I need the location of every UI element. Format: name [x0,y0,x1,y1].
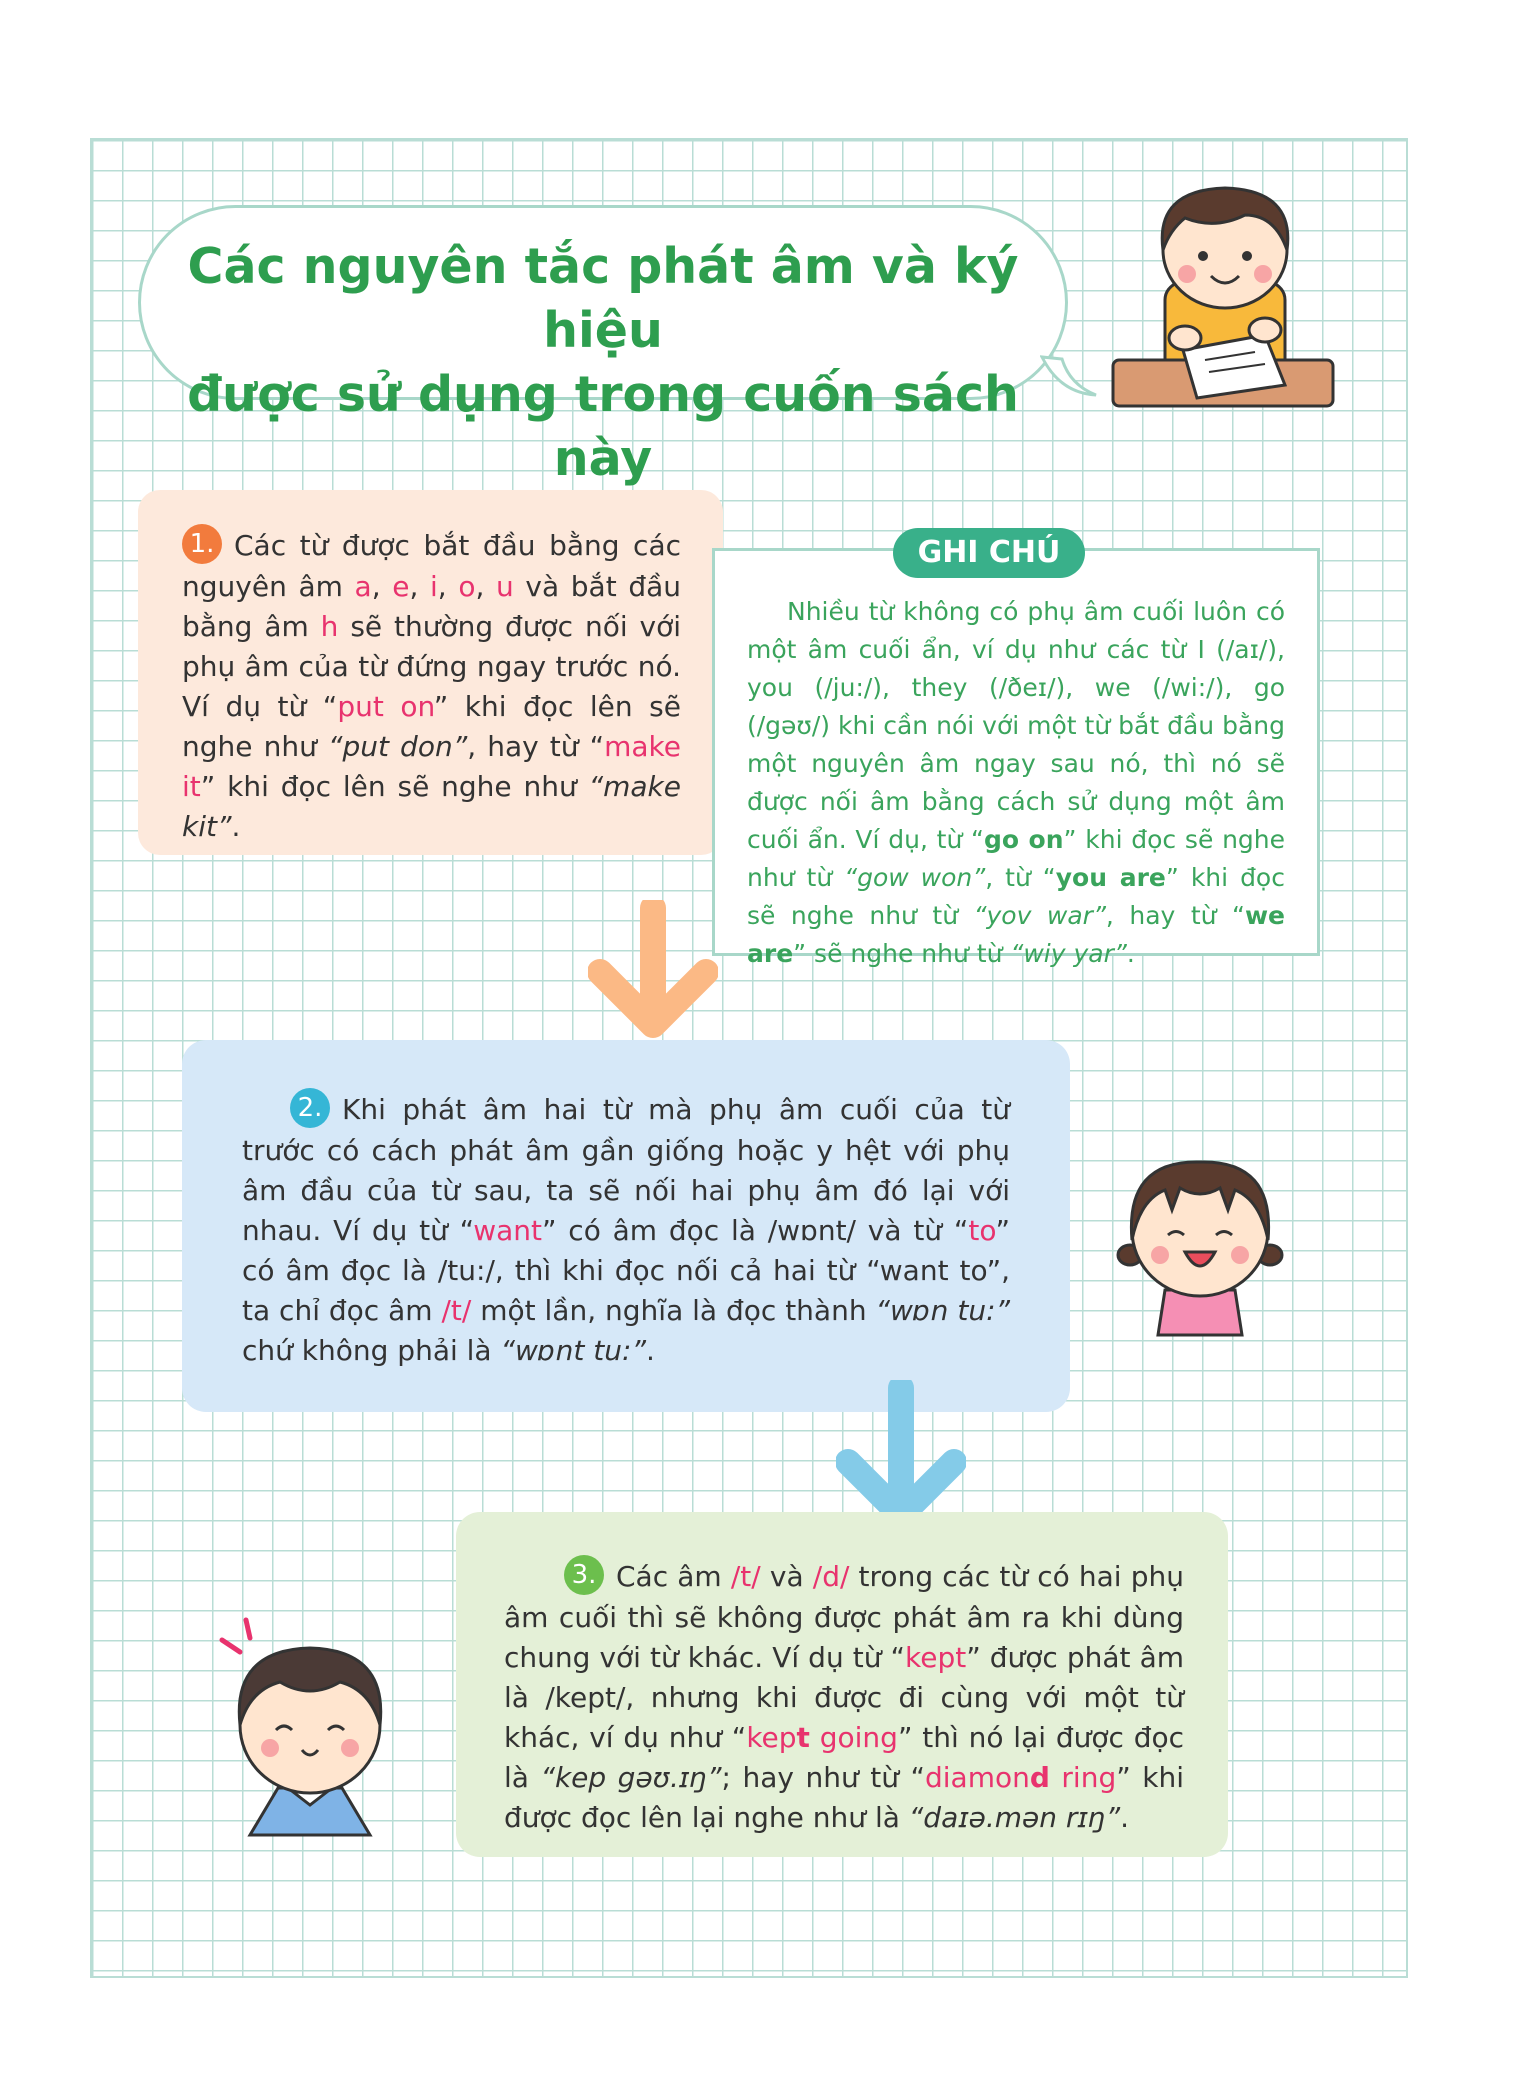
text-segment: . [1120,1801,1129,1834]
rule-3-box [456,1512,1228,1857]
rule-3-text [504,1557,1184,1838]
text-segment: và [760,1560,813,1593]
text-segment: diamon [924,1761,1030,1794]
text-segment: “yov war” [973,901,1106,930]
text-segment: , [409,570,431,603]
text-segment: we are [747,901,1285,968]
text-segment: một lần, nghĩa là đọc thành [471,1294,876,1327]
text-segment: ” có âm đọc là /wɒnt/ và từ “ [542,1214,969,1247]
text-segment: “daɪə.mən rɪŋ” [908,1801,1121,1834]
text-segment: ” thì nó lại được đọc là [504,1721,1184,1794]
text-segment: ; hay như từ “ [721,1761,925,1794]
text-segment: ” khi đọc lên sẽ nghe như [182,690,681,763]
text-segment: e [392,570,410,603]
text-segment: ” khi đọc sẽ nghe như từ [747,863,1285,930]
text-segment: t [796,1721,810,1754]
note-label: GHI CHÚ [893,528,1085,578]
text-segment: a [354,570,372,603]
rule-2-number-badge: 2. [290,1088,330,1128]
rule-1-text [182,526,681,847]
text-segment: want [473,1214,542,1247]
note-text [747,593,1285,973]
text-segment: /d/ [812,1560,850,1593]
text-segment: , hay từ “ [467,730,605,763]
text-segment: , [371,570,393,603]
text-segment: ” sẽ nghe như từ [793,939,1011,968]
text-segment: trong các từ có hai phụ âm cuối thì sẽ không được phát âm ra khi dùng chung với từ khác. Ví dụ từ “ [504,1560,1185,1674]
text-segment: Các âm [616,1560,731,1593]
rule-2-box [182,1040,1070,1412]
text-segment: go on [983,825,1064,854]
text-segment: “make kit” [182,770,681,843]
text-segment: ” khi đọc sẽ nghe như từ [747,825,1286,892]
text-segment: to [968,1214,996,1247]
text-segment: , [475,570,497,603]
text-segment: /t/ [730,1560,761,1593]
girl-smiling-illustration [1110,1140,1290,1340]
text-segment: going [809,1721,898,1754]
rule-1-box [138,490,723,855]
text-segment: kept [905,1641,967,1674]
text-segment: “put don” [327,730,468,763]
rule-3-number-badge: 3. [564,1555,604,1595]
text-segment: “wiy yar” [1010,939,1127,968]
text-segment: sẽ thường được nối với phụ âm của từ đứng ngay trước nó. Ví dụ từ “ [182,610,681,723]
text-segment: “wɒn tu:” [875,1294,1011,1327]
text-segment: . [231,810,241,843]
text-segment: u [496,570,514,603]
text-segment: i [430,570,438,603]
text-segment: , [437,570,459,603]
rule-1-number-badge: 1. [182,524,222,564]
text-segment: , từ “ [985,863,1056,892]
page-title-line-1: Các nguyên tắc phát âm và ký hiệu [187,238,1019,359]
note-box [712,548,1320,968]
text-segment: you are [1055,863,1166,892]
text-segment: ” khi được đọc lên lại nghe như là [504,1761,1184,1834]
text-segment: h [320,610,339,643]
text-segment: . [645,1334,655,1367]
text-segment: . [1126,939,1135,968]
page-title [138,235,1068,491]
boy-writing-illustration [1105,170,1345,420]
text-segment: Các từ được bắt đầu bằng các nguyên âm [182,529,681,603]
text-segment: ” có âm đọc là /tu:/, thì khi đọc nối cả hai từ “want to”, ta chỉ đọc âm [242,1214,1010,1327]
rule-2-text [242,1090,1010,1371]
text-segment: Khi phát âm hai từ mà phụ âm cuối của từ trước có cách phát âm gần giống hoặc y hệt với phụ âm đầu của từ sau, ta sẽ nối hai phụ âm đó lại với nhau. Ví dụ từ “ [242,1093,1010,1247]
text-segment: , hay từ “ [1105,901,1245,930]
text-segment: Nhiều từ không có phụ âm cuối luôn có một âm cuối ẩn, ví dụ như các từ I (/aɪ/), you (/ju:/), they (/ðeɪ/), we (/wi:/), go (/gəʊ/) khi cần nói với một từ bắt đầu bằng một nguyên âm ngay sau nó, thì nó sẽ được nối âm bằng cách sử dụng một âm cuối ẩn. Ví dụ, từ “ [747,597,1285,854]
text-segment: /t/ [441,1294,472,1327]
text-segment: và bắt đầu bằng âm [182,570,681,643]
text-segment: put on [337,690,434,723]
text-segment: “wɒnt tu:” [500,1334,646,1367]
text-segment: “gow won” [844,863,986,892]
text-segment: o [458,570,476,603]
text-segment: ” được phát âm là /kept/, nhưng khi được đi cùng với một từ khác, ví dụ như “ [504,1641,1185,1754]
text-segment: ring [1049,1761,1117,1794]
down-arrow-icon-2 [836,1380,966,1530]
text-segment: chứ không phải là [242,1334,501,1367]
page-title-line-2: được sử dụng trong cuốn sách này [187,366,1019,487]
down-arrow-icon [588,900,718,1040]
text-segment: make it [182,730,682,803]
text-segment: ” khi đọc lên sẽ nghe như [200,770,589,803]
boy-happy-illustration [210,1610,400,1840]
text-segment: d [1029,1761,1050,1794]
text-segment: kep [746,1721,797,1754]
text-segment: “kep gəʊ.ɪŋ” [540,1761,722,1794]
